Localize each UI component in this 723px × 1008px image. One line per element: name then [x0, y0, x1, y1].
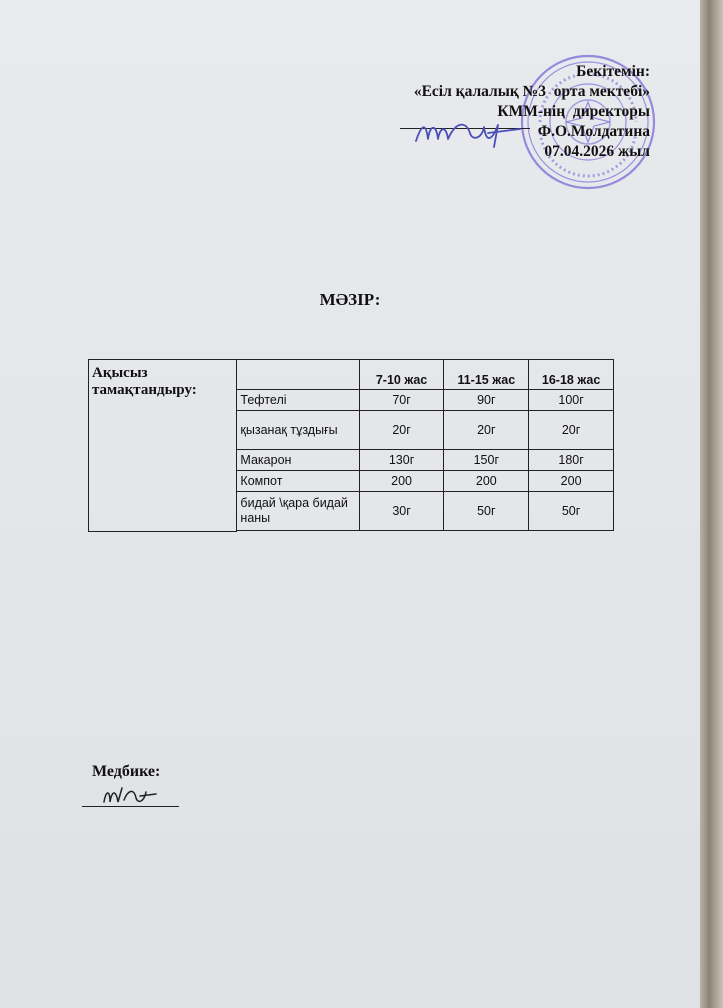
dish-name: қызанақ тұздығы [237, 411, 359, 450]
portion-value: 20г [359, 411, 444, 450]
column-header: 7-10 жас [359, 360, 444, 390]
dish-name: Макарон [237, 450, 359, 471]
background-edge [700, 0, 723, 1008]
dish-name: бидай \қара бидай наны [237, 492, 359, 531]
portion-value: 20г [444, 411, 529, 450]
portion-value: 70г [359, 390, 444, 411]
portion-value: 30г [359, 492, 444, 531]
portion-value: 200 [359, 471, 444, 492]
director-title: КММ-нің директоры [497, 103, 650, 120]
nurse-signature-line [82, 806, 179, 807]
column-header: 11-15 жас [444, 360, 529, 390]
director-name: Ф.О.Молдатина [537, 123, 650, 140]
director-signature [412, 113, 527, 153]
portion-value: 90г [444, 390, 529, 411]
category-cell: Ақысыз тамақтандыру: [89, 360, 237, 532]
portion-value: 180г [529, 450, 614, 471]
portion-value: 20г [529, 411, 614, 450]
portion-value: 100г [529, 390, 614, 411]
school-name: «Есіл қалалық №3 орта мектебі» [413, 83, 650, 100]
table-header-row [89, 360, 614, 390]
nurse-label: Медбике: [92, 763, 161, 780]
portion-value: 200 [444, 471, 529, 492]
dish-name: Компот [237, 471, 359, 492]
portion-value: 50г [444, 492, 529, 531]
menu-table [88, 359, 614, 532]
portion-value: 130г [359, 450, 444, 471]
portion-value: 50г [529, 492, 614, 531]
page-title: МӘЗІР: [319, 290, 381, 309]
dish-column-header [237, 360, 359, 390]
column-header: 16-18 жас [529, 360, 614, 390]
approval-heading: Бекітемін: [576, 63, 650, 80]
portion-value: 200 [529, 471, 614, 492]
table-filler [237, 531, 614, 532]
dish-name: Тефтелі [237, 390, 359, 411]
portion-value: 150г [444, 450, 529, 471]
approval-date: 07.04.2026 жыл [544, 143, 650, 160]
